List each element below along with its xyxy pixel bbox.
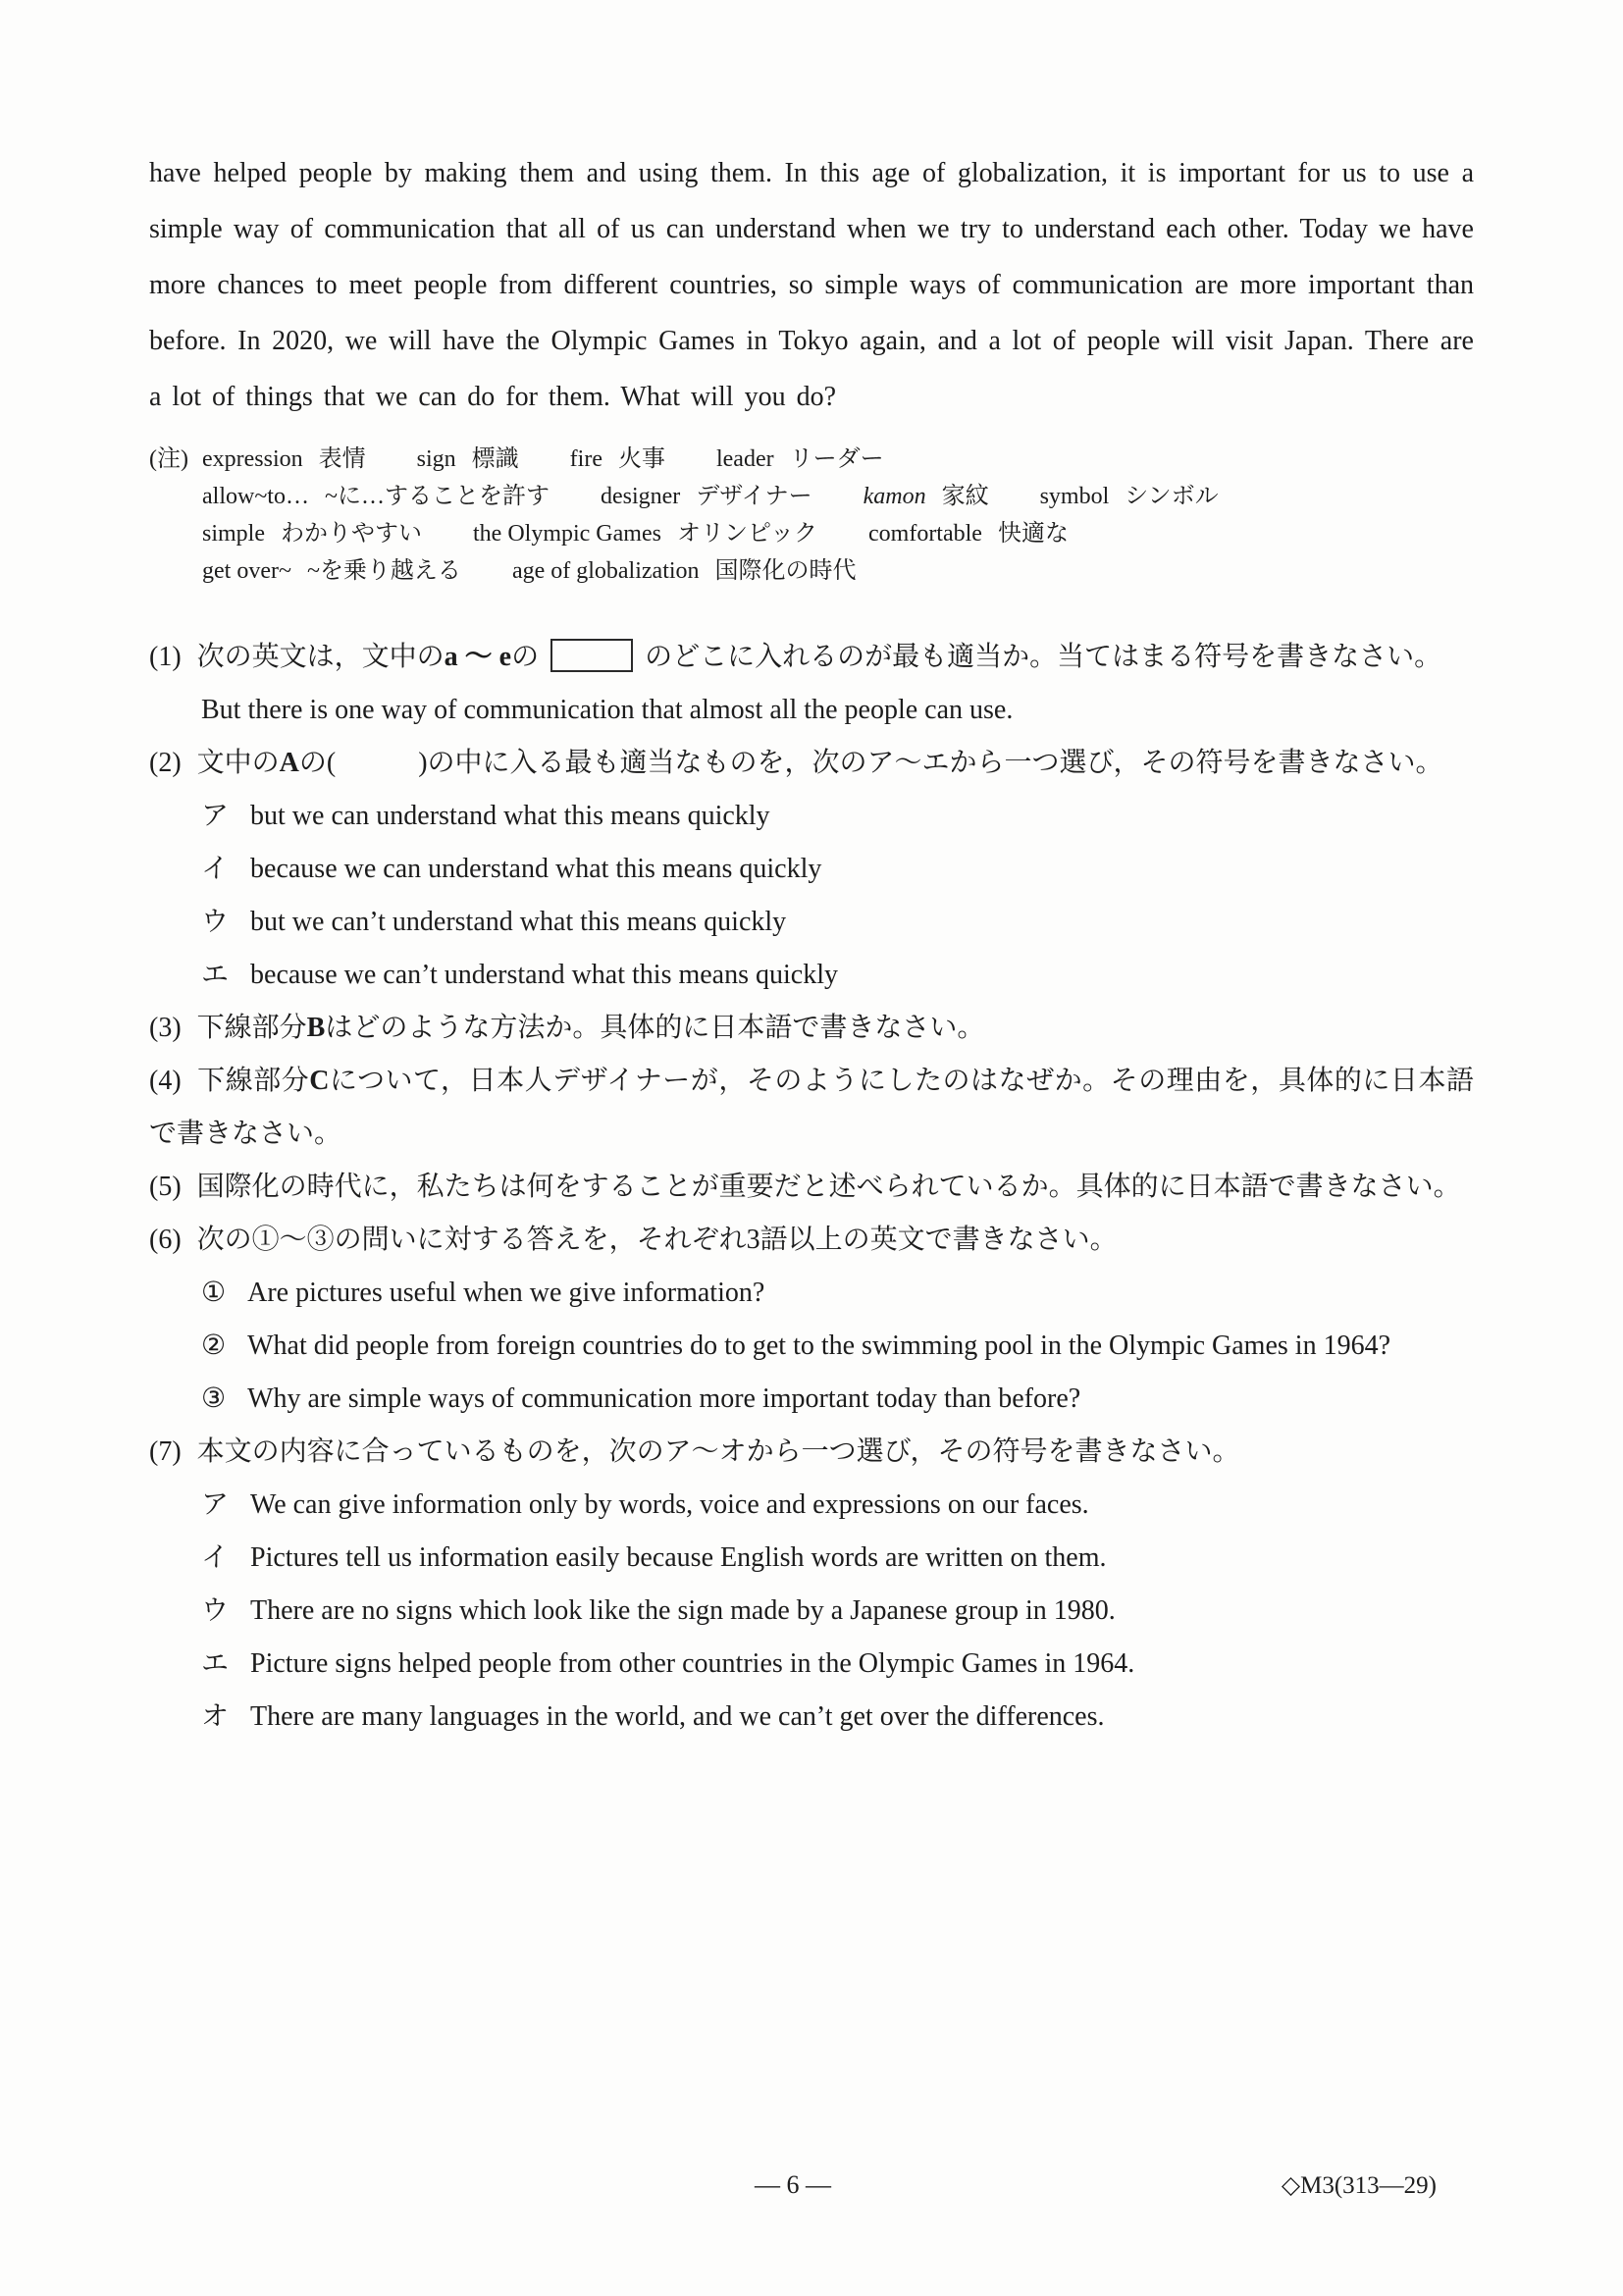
- note-term: comfortable: [868, 521, 982, 547]
- circled-number: ②: [201, 1331, 227, 1361]
- option-label: エ: [201, 960, 230, 990]
- q7-option-u: [201, 1585, 1474, 1638]
- question-text: について，日本人デザイナーが，そのようにしたのはなぜか。その理由を，具体的に日本語で書きなさい。: [149, 1066, 1474, 1149]
- q7-option-i: [201, 1532, 1474, 1585]
- question-number: (4): [149, 1066, 182, 1096]
- page-footer: [149, 2170, 1437, 2210]
- option-text: There are many languages in the world, and we can’t get over the differences.: [250, 1701, 1105, 1732]
- note-term: fire: [569, 446, 602, 472]
- note-translation: オリンピック: [676, 521, 817, 547]
- q6-item-3: [201, 1373, 1474, 1426]
- page-number: — 6 —: [755, 2170, 831, 2199]
- note-translation: ~を乗り越える: [306, 558, 461, 584]
- note-item: [512, 558, 857, 584]
- note-row: [202, 441, 1474, 478]
- note-translation: 国際化の時代: [714, 558, 857, 584]
- question-text: 次の①～③の問いに対する答えを，それぞれ3語以上の英文で書きなさい。: [196, 1225, 1118, 1255]
- note-translation: 快適な: [997, 521, 1069, 547]
- question-number: (7): [149, 1436, 182, 1467]
- q1-insert-sentence: But there is one way of communication that almost all the people can use.: [201, 695, 1014, 725]
- option-text: We can give information only by words, voice and expressions on our faces.: [250, 1489, 1089, 1520]
- question-bold-letter: C: [309, 1066, 330, 1096]
- q2-option-a: [201, 790, 1474, 843]
- option-label: オ: [201, 1701, 230, 1732]
- note-translation: リーダー: [789, 446, 884, 472]
- note-item: [202, 446, 366, 472]
- notes-label: (注): [149, 446, 188, 472]
- note-item: [864, 484, 989, 509]
- note-translation: 表情: [318, 446, 366, 472]
- option-label: ア: [201, 801, 230, 831]
- option-label: ウ: [201, 1595, 230, 1626]
- q2-option-e: [201, 949, 1474, 1002]
- item-text: Are pictures useful when we give information?: [247, 1278, 765, 1308]
- document-code: ◇M3(313—29): [1281, 2172, 1437, 2199]
- note-translation: わかりやすい: [281, 521, 422, 547]
- note-term: expression: [202, 446, 303, 472]
- note-item: [868, 521, 1069, 547]
- note-term: designer: [600, 484, 681, 509]
- reading-passage: have helped people by making them and using them. In this age of globalization, it is important for us to use a simple way of communication that all of us can understand when we try to understand each other. Today we have more chances to meet people from different countries, so simple ways of communication are more important than before. In 2020, we will have the Olympic Games in Tokyo again, and a lot of people will visit Japan. There are a lot of things that we can do for them. What will you do?: [149, 158, 1474, 412]
- note-term: symbol: [1039, 484, 1110, 509]
- question-text: はどのような方法か。具体的に日本語で書きなさい。: [325, 1013, 985, 1043]
- note-translation: デザイナー: [696, 484, 812, 509]
- note-row: [202, 552, 1474, 590]
- note-item: [202, 558, 461, 584]
- question-4: [149, 1055, 1474, 1161]
- option-text: but we can understand what this means quickly: [250, 801, 770, 831]
- option-text: but we can’t understand what this means quickly: [250, 907, 787, 937]
- circled-number: ③: [201, 1383, 227, 1414]
- q7-option-a: [201, 1479, 1474, 1532]
- note-term: allow~to…: [202, 484, 309, 509]
- option-text: because we can’t understand what this means quickly: [250, 960, 838, 990]
- question-7: [149, 1426, 1474, 1479]
- note-translation: 家紋: [941, 484, 989, 509]
- option-label: イ: [201, 1542, 230, 1573]
- note-term: get over~: [202, 558, 291, 584]
- question-text: の( )の中に入る最も適当なものを，次のア～エから一つ選び，その符号を書きなさい。: [298, 748, 1443, 778]
- note-item: [570, 446, 665, 472]
- note-item: [202, 521, 422, 547]
- question-text: 本文の内容に合っているものを，次のア～オから一つ選び，その符号を書きなさい。: [196, 1436, 1240, 1467]
- note-item: [202, 484, 550, 509]
- q7-option-e: [201, 1638, 1474, 1691]
- circled-number: ①: [201, 1278, 227, 1308]
- question-text: 下線部分: [196, 1013, 307, 1043]
- vocabulary-notes: [149, 441, 1474, 590]
- option-label: ア: [201, 1489, 230, 1520]
- question-6: [149, 1214, 1474, 1267]
- note-term: sign: [416, 446, 456, 472]
- option-text: Pictures tell us information easily because English words are written on them.: [250, 1542, 1107, 1573]
- note-term: simple: [202, 521, 265, 547]
- option-label: イ: [201, 854, 230, 884]
- note-item: [417, 446, 519, 472]
- question-bold-letter: B: [306, 1013, 326, 1043]
- q2-option-u: [201, 896, 1474, 949]
- question-number: (5): [149, 1172, 182, 1202]
- note-item: [473, 521, 817, 547]
- option-label: エ: [201, 1648, 230, 1679]
- note-item: [601, 484, 812, 509]
- question-bold-letters: a ～ e: [444, 642, 512, 672]
- note-term: leader: [715, 446, 774, 472]
- notes-rows: [202, 441, 1474, 590]
- note-translation: 火事: [617, 446, 665, 472]
- question-2: [149, 737, 1474, 790]
- question-3: [149, 1002, 1474, 1055]
- note-translation: 標識: [471, 446, 519, 472]
- q7-option-o: [201, 1691, 1474, 1744]
- question-text: 下線部分: [196, 1066, 310, 1096]
- note-item: [716, 446, 884, 472]
- answer-blank-box: [550, 639, 633, 672]
- q6-item-1: [201, 1267, 1474, 1320]
- question-5: [149, 1161, 1474, 1214]
- q6-item-2: [201, 1320, 1474, 1373]
- note-translation: シンボル: [1125, 484, 1219, 509]
- option-label: ウ: [201, 907, 230, 937]
- question-text: 次の英文は，文中の: [196, 642, 445, 672]
- note-row: [202, 478, 1474, 515]
- question-text: 文中の: [196, 748, 280, 778]
- note-term: kamon: [863, 484, 926, 509]
- question-text: の: [511, 642, 540, 672]
- question-1: [149, 631, 1474, 684]
- note-row: [202, 515, 1474, 552]
- item-text: Why are simple ways of communication more important today than before?: [247, 1383, 1081, 1414]
- note-translation: ~に…することを許す: [324, 484, 550, 509]
- question-number: (3): [149, 1013, 182, 1043]
- question-number: (1): [149, 642, 182, 672]
- questions-section: [149, 631, 1474, 1744]
- option-text: because we can understand what this means quickly: [250, 854, 822, 884]
- question-number: (2): [149, 748, 182, 778]
- option-text: Picture signs helped people from other countries in the Olympic Games in 1964.: [250, 1648, 1135, 1679]
- question-text: のどこに入れるのが最も適当か。当てはまる符号を書きなさい。: [645, 642, 1442, 672]
- question-text: 国際化の時代に，私たちは何をすることが重要だと述べられているか。具体的に日本語で書きなさい。: [196, 1172, 1461, 1202]
- q2-option-i: [201, 843, 1474, 896]
- question-number: (6): [149, 1225, 182, 1255]
- question-bold-letter: A: [279, 748, 299, 778]
- option-text: There are no signs which look like the sign made by a Japanese group in 1980.: [250, 1595, 1116, 1626]
- item-text: What did people from foreign countries do to get to the swimming pool in the Olympic Games in 1964?: [247, 1331, 1390, 1361]
- note-term: the Olympic Games: [473, 521, 661, 547]
- note-term: age of globalization: [511, 558, 700, 584]
- note-item: [1040, 484, 1219, 509]
